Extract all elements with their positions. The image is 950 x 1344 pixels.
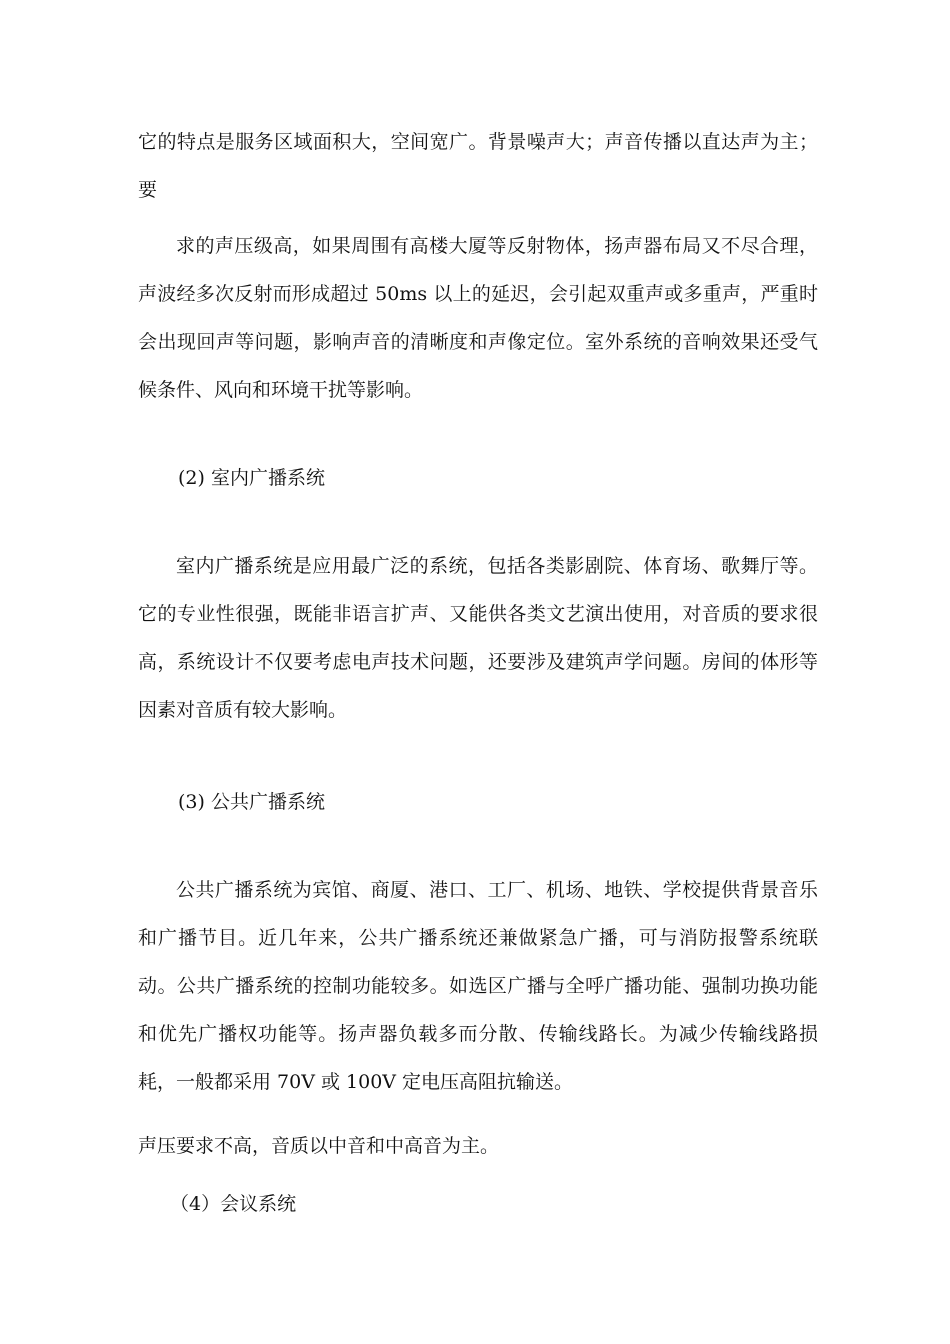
heading-indoor-broadcast: (2) 室内广播系统 [178,467,325,489]
heading-conference-system: （4）会议系统 [170,1193,297,1215]
paragraph-sound-pressure: 声压要求不高，音质以中音和中高音为主。 [138,1135,500,1157]
paragraph-outdoor-features: 它的特点是服务区域面积大，空间宽广。背景噪声大；声音传播以直达声为主；要 [138,131,818,201]
paragraph-indoor-broadcast: 室内广播系统是应用最广泛的系统，包括各类影剧院、体育场、歌舞厅等。它的专业性很强，既能非语言扩声、又能供各类文艺演出使用，对音质的要求很高，系统设计不仅要考虑电声技术问题，还要涉及建筑声学问题。房间的体形等因素对音质有较大影响。 [138,555,818,721]
paragraph-public-broadcast: 公共广播系统为宾馆、商厦、港口、工厂、机场、地铁、学校提供背景音乐和广播节目。近几年来，公共广播系统还兼做紧急广播，可与消防报警系统联动。公共广播系统的控制功能较多。如选区广播与全呼广播功能、强制功换功能和优先广播权功能等。扬声器负载多而分散、传输线路长。为减少传输线路损耗，一般都采用 70V 或 100V 定电压高阻抗输送。 [138,879,818,1093]
paragraph-outdoor-requirements: 求的声压级高，如果周围有高楼大厦等反射物体，扬声器布局又不尽合理，声波经多次反射而形成超过 50ms 以上的延迟，会引起双重声或多重声，严重时会出现回声等问题，影响声音的清晰度和声像定位。室外系统的音响效果还受气候条件、风向和环境干扰等影响。 [138,235,818,401]
heading-public-broadcast: (3) 公共广播系统 [178,791,325,813]
